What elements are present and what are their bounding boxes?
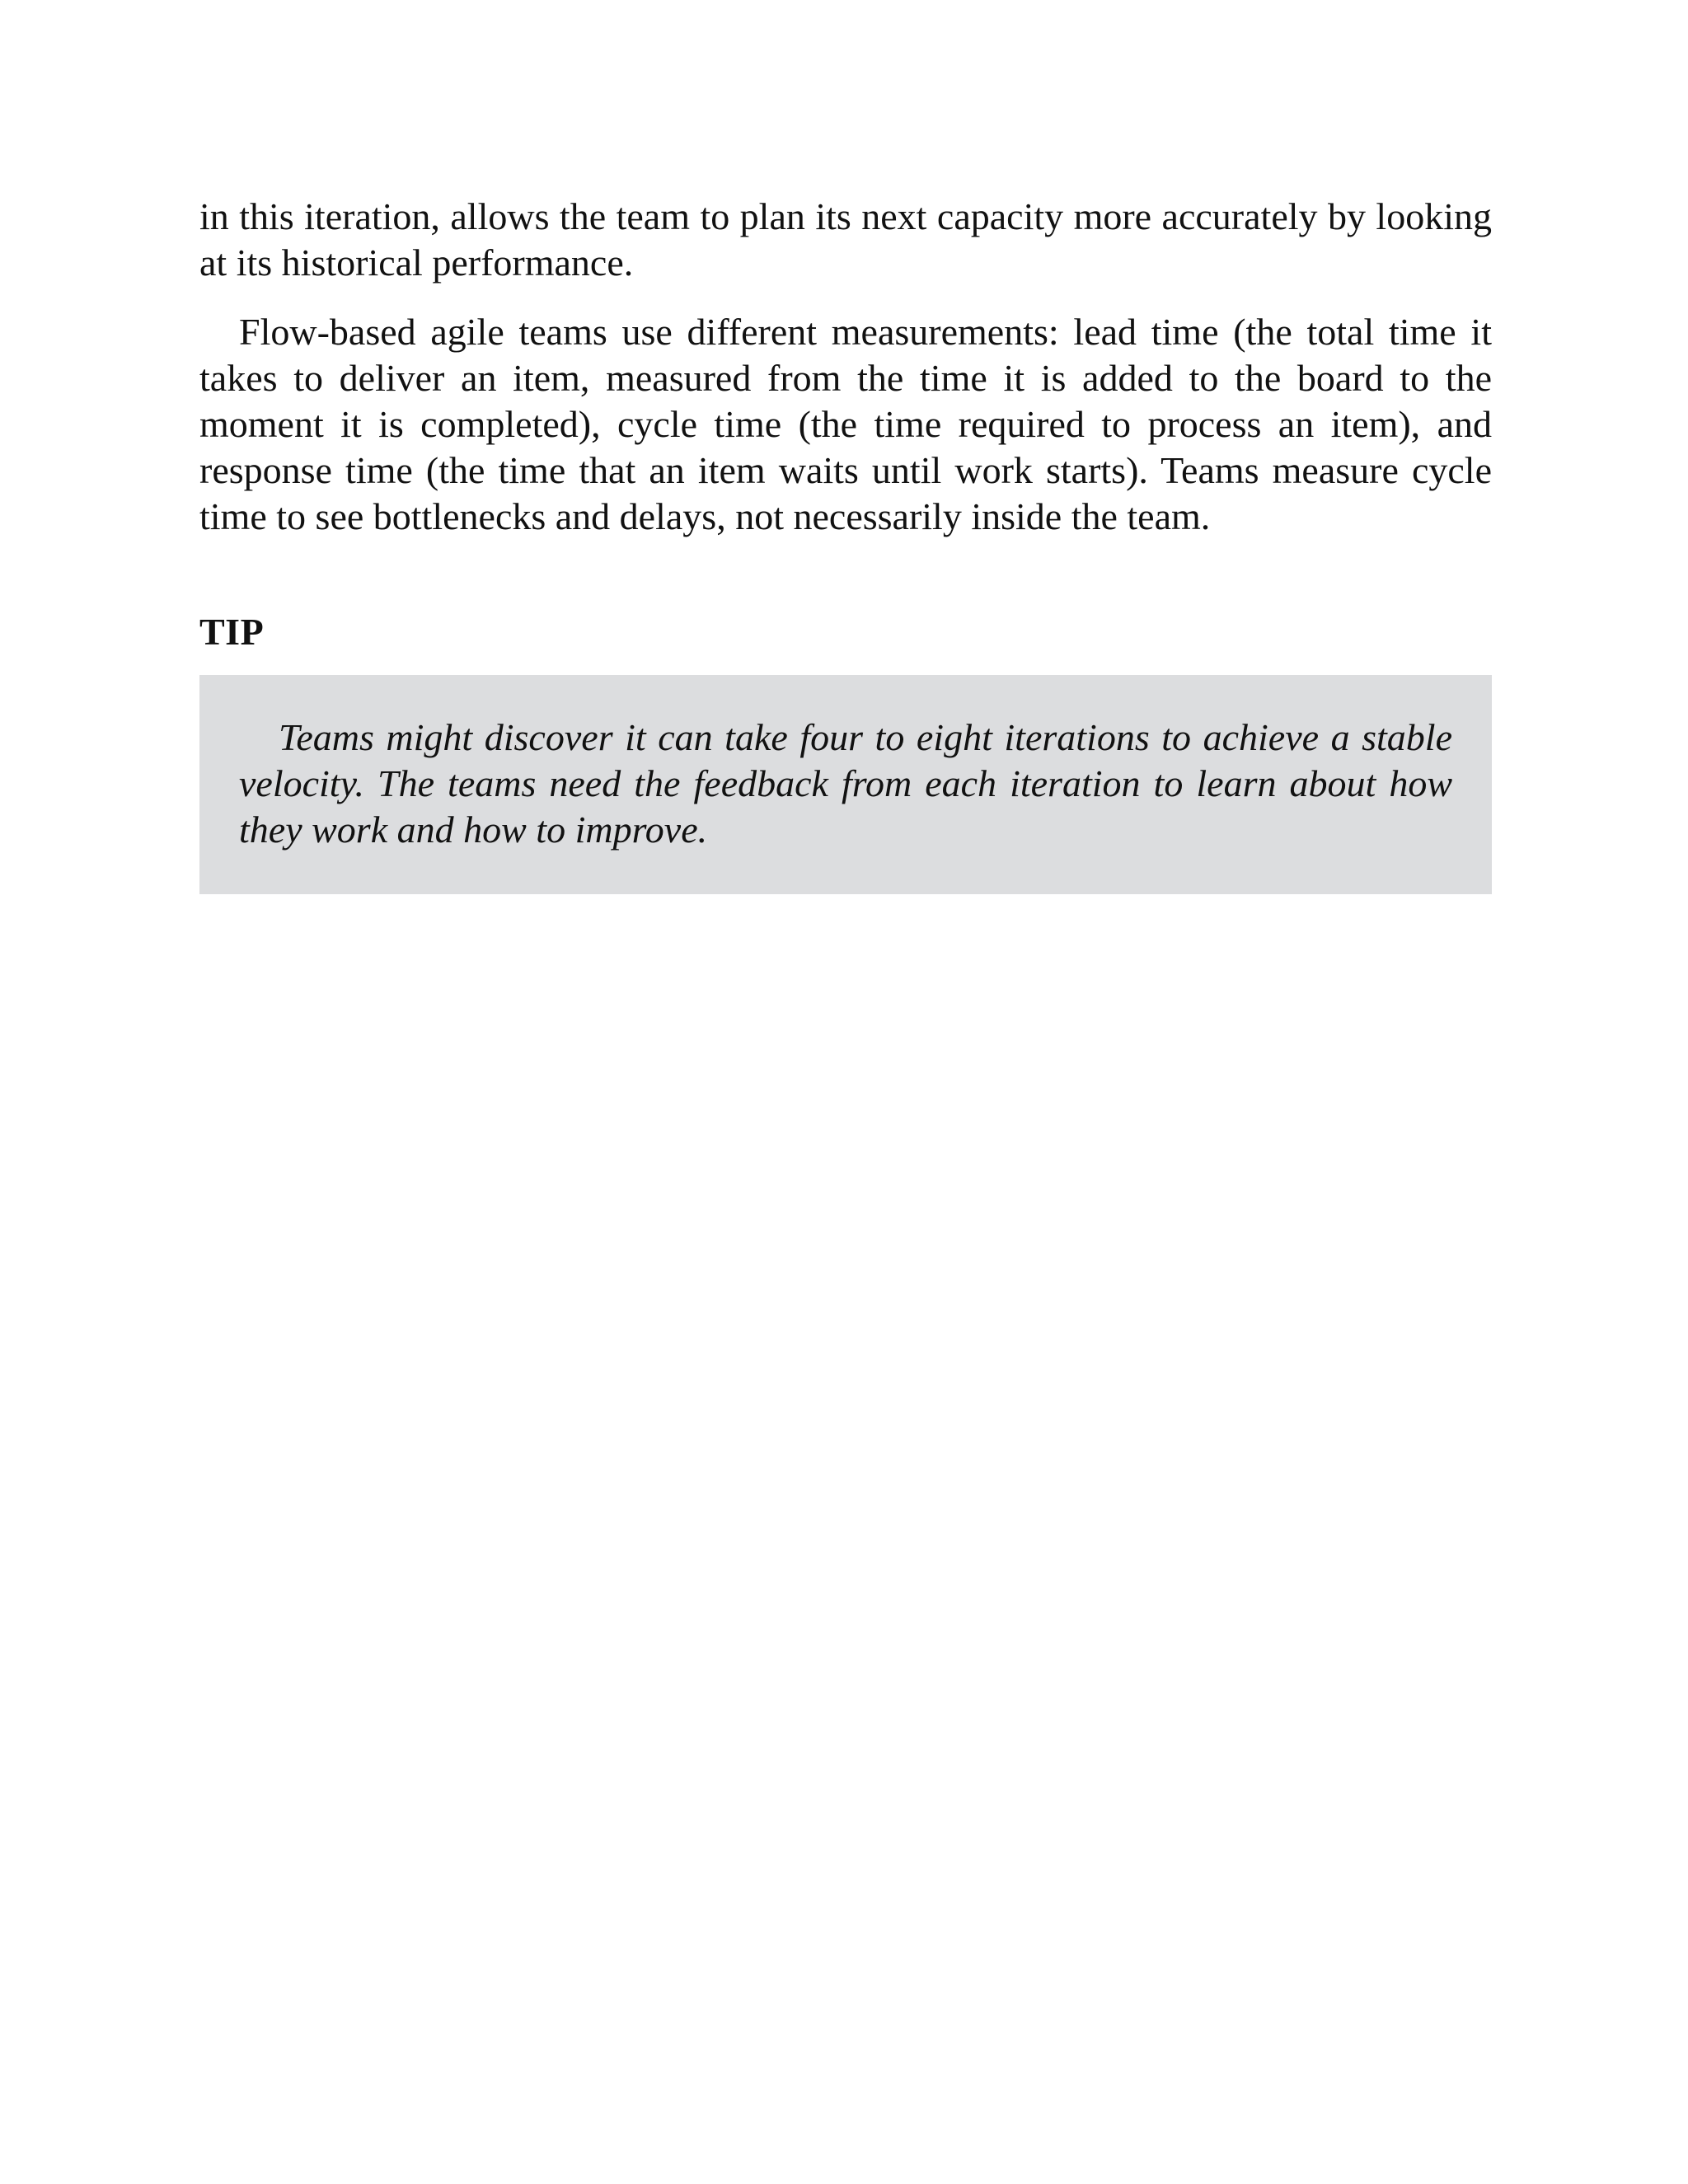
tip-text: Teams might discover it can take four to eight iterations to achieve a stable velocity. The teams need the feedback from each iteration to learn about how they work and how to improve. [239,716,1452,851]
page-content [199,194,1492,894]
paragraph-continued: in this iteration, allows the team to plan its next capacity more accurately by looking at its historical performance. [199,195,1492,284]
tip-heading: TIP [199,611,265,653]
tip-box [199,675,1492,894]
paragraph-flow-measurements: Flow-based agile teams use different measurements: lead time (the total time it takes to deliver an item, measured from the time it is added to the board to the moment it is completed), cycle time (the time required to process an item), and response time (the time that an item waits until work starts). Teams measure cycle time to see bottlenecks and delays, not necessarily inside the team. [199,311,1492,537]
